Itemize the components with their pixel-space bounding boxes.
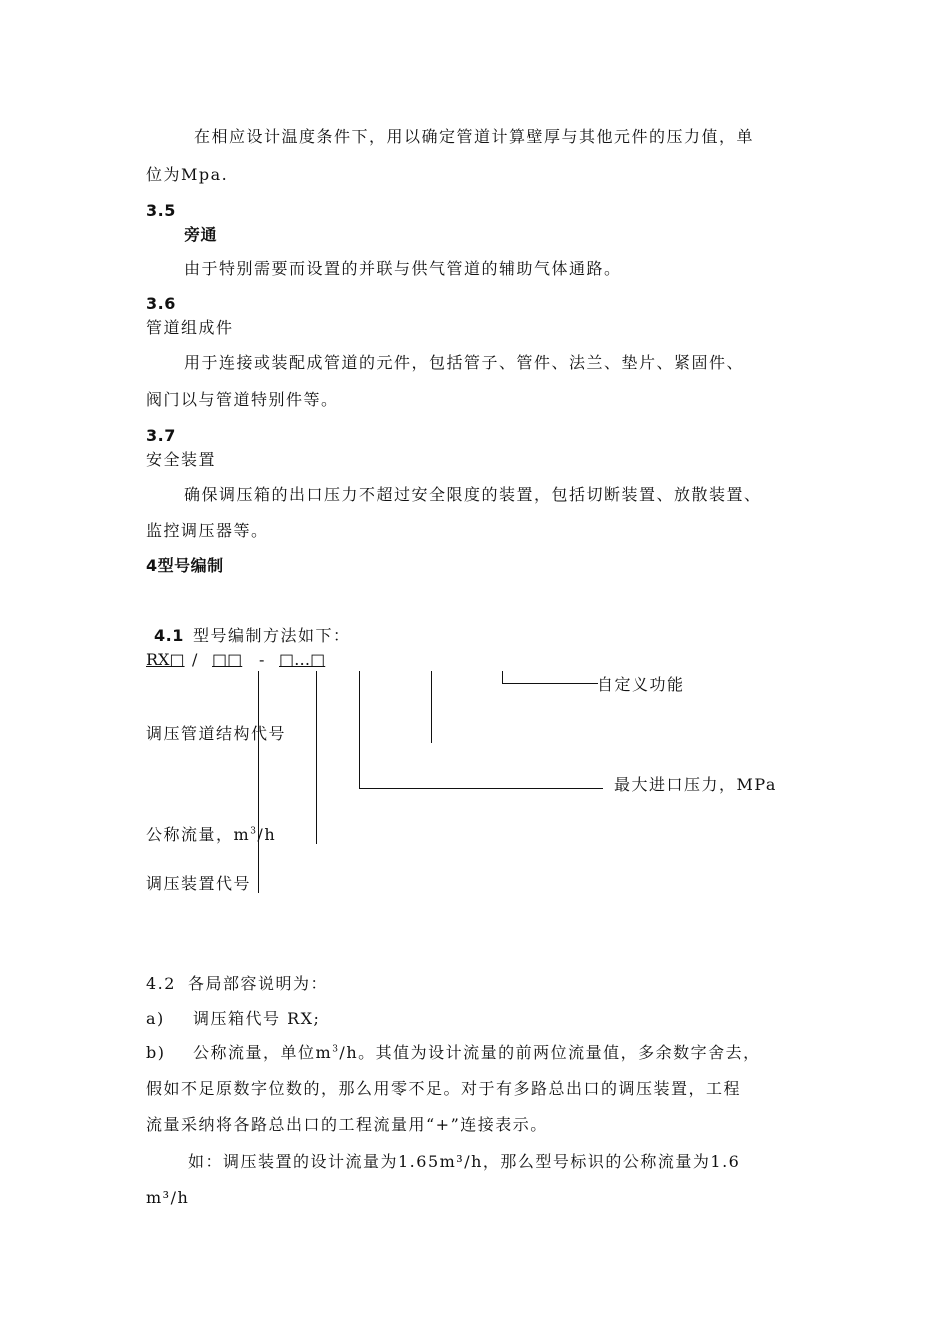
code-separator-dash: -	[259, 650, 266, 669]
leader-line-flow	[316, 671, 317, 844]
item-a-marker: a)	[146, 1009, 165, 1028]
section-3-5-body: 由于特别需要而设置的并联与供气管道的辅助气体通路。	[184, 259, 622, 278]
section-3-6-body-line-2: 阀门以与管道特别件等。	[146, 390, 339, 409]
section-3-7-title: 安全装置	[146, 450, 217, 469]
label-max-inlet-pressure: 最大进口压力，MPa	[614, 775, 777, 794]
code-mid: □□	[212, 650, 243, 669]
leader-line-structure	[431, 671, 432, 743]
section-4-title: 4型号编制	[146, 556, 224, 575]
example-line-1: 如：调压装置的设计流量为1.65m³/h，那么型号标识的公称流量为1.6	[188, 1152, 741, 1171]
code-separator-slash: /	[192, 650, 199, 669]
label-custom-function: 自定义功能	[597, 675, 685, 694]
paragraph-pressure-line-2: 位为Mpa.	[146, 165, 229, 184]
leader-line-pressure-horizontal	[359, 788, 603, 789]
leader-line-pressure	[359, 671, 360, 789]
section-4-2-text: 各局部容说明为：	[188, 974, 329, 993]
label-device-code: 调压装置代号	[146, 874, 252, 893]
section-4-2-number: 4.2	[146, 974, 176, 993]
paragraph-pressure-line-1: 在相应设计温度条件下，用以确定管道计算壁厚与其他元件的压力值，单	[194, 127, 755, 146]
section-4-1-text: 型号编制方法如下：	[193, 626, 351, 645]
item-b-line-3: 流量采纳将各路总出口的工程流量用“+”连接表示。	[146, 1115, 548, 1134]
leader-line-device	[258, 671, 259, 893]
item-b-marker: b)	[146, 1043, 166, 1062]
section-3-7-body-line-2: 监控调压器等。	[146, 521, 269, 540]
section-3-6-number: 3.6	[146, 294, 176, 313]
leader-line-custom	[502, 671, 503, 683]
section-3-6-title: 管道组成件	[146, 318, 234, 337]
section-3-7-body-line-1: 确保调压箱的出口压力不超过安全限度的装置，包括切断装置、放散装置、	[184, 485, 762, 504]
leader-line-custom-horizontal	[502, 683, 598, 684]
section-4-1-number: 4.1	[154, 626, 184, 645]
section-3-5-number: 3.5	[146, 201, 176, 220]
label-nominal-flow: 公称流量，$m^3/h$	[146, 825, 277, 844]
example-line-2: m³/h	[146, 1188, 190, 1207]
label-structure-code: 调压管道结构代号	[146, 724, 287, 743]
section-3-5-title: 旁通	[184, 225, 218, 244]
code-rx: RX□	[146, 650, 185, 669]
item-a-text: 调压箱代号 RX;	[193, 1009, 321, 1028]
section-3-6-body-line-1: 用于连接或装配成管道的元件，包括管子、管件、法兰、垫片、紧固件、	[184, 353, 745, 372]
item-b-text: 公称流量，单位$m^3/h$。其值为设计流量的前两位流量值，多余数字舍去，	[193, 1043, 761, 1062]
code-end: □…□	[279, 650, 326, 669]
item-b-line-2: 假如不足原数字位数的，那么用零不足。对于有多路总出口的调压装置，工程	[146, 1079, 742, 1098]
section-3-7-number: 3.7	[146, 426, 176, 445]
